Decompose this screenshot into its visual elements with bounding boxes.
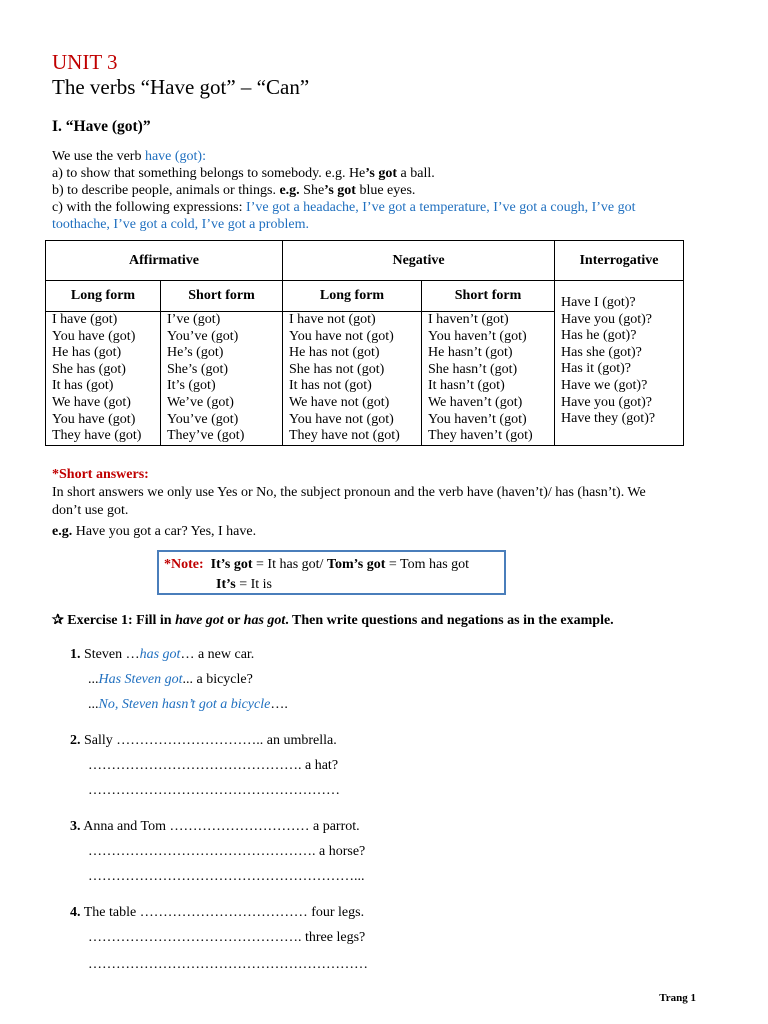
- q1-l1-post: … a new car.: [180, 647, 255, 662]
- neg-short-row: We haven’t (got): [428, 394, 523, 410]
- exercise-title-b: have got: [175, 613, 224, 628]
- q4-line2: ………………………………………. three legs?: [88, 930, 366, 945]
- rule-c-expressions-2: toothache, I’ve got a cold, I’ve got a problem.: [52, 217, 309, 232]
- aff-short-row: I’ve (got): [167, 312, 221, 327]
- neg-short-row: You haven’t (got): [428, 328, 527, 344]
- q1-l1-pre: Steven …: [80, 647, 140, 662]
- exercise-title-a: Exercise 1: Fill in: [63, 613, 176, 628]
- aff-long-row: It has (got): [52, 378, 114, 394]
- intro-prefix: We use the verb: [52, 149, 145, 164]
- note-line-2: [216, 577, 272, 593]
- aff-short-row: We’ve (got): [167, 394, 234, 410]
- aff-long-cell: [46, 312, 161, 446]
- short-answers-example: [52, 523, 256, 540]
- aff-long-row: I have (got): [52, 312, 118, 327]
- rule-a: [52, 165, 435, 182]
- interrog-row: Has she (got)?: [561, 344, 642, 360]
- interrog-row: Have you (got)?: [561, 394, 652, 410]
- aff-short-row: He’s (got): [167, 345, 224, 361]
- neg-short-row: It hasn’t (got): [428, 378, 505, 394]
- note-l2-end: = It is: [235, 577, 272, 592]
- have-got-table: [45, 240, 684, 446]
- page-title: The verbs “Have got” – “Can”: [52, 75, 310, 99]
- note-l2-bold: It’s: [216, 577, 236, 592]
- header-negative: Negative: [283, 241, 555, 281]
- q1-line1: [70, 647, 254, 663]
- q1-l3-pre: ...: [88, 697, 99, 712]
- exercise-title-e: . Then write questions and negations as in the example.: [285, 613, 614, 628]
- rule-b-prefix: b) to describe people, animals or things.: [52, 183, 280, 198]
- intro-verb: have (got):: [144, 149, 206, 164]
- note-bold-2: Tom’s got: [326, 557, 386, 572]
- rule-b-mid: She: [299, 183, 325, 198]
- neg-long-row: It has not (got): [289, 378, 372, 394]
- q1-l3-answer: No, Steven hasn’t got a bicycle: [98, 697, 271, 712]
- interrog-row: Have we (got)?: [561, 377, 648, 393]
- aff-short-row: She’s (got): [167, 361, 229, 377]
- neg-long-row: I have not (got): [289, 312, 376, 327]
- rule-b: [52, 182, 415, 199]
- page-number: Trang 1: [659, 992, 696, 1004]
- neg-short-cell: [422, 312, 555, 446]
- short-answers-line1: In short answers we only use Yes or No, the subject pronoun and the verb have (haven’t)/ has (hasn’t). We: [52, 485, 646, 500]
- neg-short-row: She hasn’t (got): [428, 361, 518, 377]
- interrog-row: Have they (got)?: [561, 411, 656, 427]
- q3-line1: [70, 819, 360, 835]
- unit-label: UNIT 3: [52, 50, 118, 74]
- header-affirmative: Affirmative: [46, 241, 283, 281]
- aff-long-row: He has (got): [52, 345, 122, 361]
- interrog-row: Has he (got)?: [561, 328, 637, 344]
- subheader-aff-long: Long form: [46, 281, 161, 312]
- aff-short-row: They’ve (got): [167, 428, 245, 444]
- q1-l2-answer: Has Steven got: [98, 672, 183, 687]
- rule-a-bold: ’s got: [365, 166, 398, 181]
- q3-line3: …………………………………………………...: [88, 869, 365, 884]
- q4-number: 4.: [70, 905, 81, 920]
- interrogative-cell: [555, 281, 684, 446]
- q1-line2: [88, 672, 253, 688]
- q1-l2-pre: ...: [88, 672, 99, 687]
- section-heading: I. “Have (got)”: [52, 118, 151, 135]
- neg-short-row: They haven’t (got): [428, 428, 533, 444]
- rule-a-suffix: a ball.: [397, 166, 435, 181]
- rule-c: [52, 199, 636, 216]
- neg-long-row: He has not (got): [289, 345, 380, 361]
- subheader-aff-short: Short form: [161, 281, 283, 312]
- exercise-title-c: or: [223, 613, 244, 628]
- interrog-row: Has it (got)?: [561, 361, 631, 377]
- q2-l1: Sally ………………………….. an umbrella.: [80, 733, 337, 748]
- exercise-title-d: has got: [243, 613, 286, 628]
- q1-l1-answer: has got: [139, 647, 181, 662]
- rule-b-suffix: blue eyes.: [355, 183, 416, 198]
- q4-line3: ……………………………………………………: [88, 957, 368, 972]
- aff-short-row: You’ve (got): [167, 411, 239, 427]
- note-label: *Note:: [164, 557, 204, 572]
- aff-short-cell: [161, 312, 283, 446]
- q3-l1: Anna and Tom ………………………… a parrot.: [80, 819, 360, 834]
- aff-long-row: You have (got): [52, 411, 136, 427]
- q1-l3-post: ….: [270, 697, 288, 712]
- neg-short-row: He hasn’t (got): [428, 345, 513, 361]
- note-line-1: [164, 557, 469, 573]
- neg-long-row: You have not (got): [289, 328, 394, 344]
- neg-short-row: I haven’t (got): [428, 312, 509, 327]
- q1-l2-post: ... a bicycle?: [182, 672, 253, 687]
- subheader-neg-short: Short form: [422, 281, 555, 312]
- header-interrogative: Interrogative: [555, 241, 684, 281]
- note-mid: = It has got/: [252, 557, 327, 572]
- short-answers-heading: *Short answers:: [52, 467, 149, 482]
- rule-c-expressions-1: I’ve got a headache, I’ve got a temperature, I’ve got a cough, I’ve got: [246, 200, 636, 215]
- note-box: [157, 550, 506, 595]
- aff-long-row: They have (got): [52, 428, 142, 444]
- neg-long-cell: [283, 312, 422, 446]
- note-bold-1: It’s got: [210, 557, 253, 572]
- neg-long-row: They have not (got): [289, 428, 400, 444]
- neg-short-row: You haven’t (got): [428, 411, 527, 427]
- interrog-row: Have you (got)?: [561, 311, 652, 327]
- q3-number: 3.: [70, 819, 81, 834]
- short-answers-line2: don’t use got.: [52, 503, 129, 518]
- neg-long-row: She has not (got): [289, 361, 385, 377]
- interrog-row: Have I (got)?: [561, 295, 636, 310]
- neg-long-row: We have not (got): [289, 394, 390, 410]
- aff-long-row: You have (got): [52, 328, 136, 344]
- eg-text: Have you got a car? Yes, I have.: [72, 524, 257, 539]
- q2-line1: [70, 733, 337, 749]
- aff-long-row: We have (got): [52, 394, 131, 410]
- star-icon: ✰: [52, 613, 64, 628]
- subheader-neg-long: Long form: [283, 281, 422, 312]
- q3-line2: …………………………………………. a horse?: [88, 844, 366, 859]
- rule-a-prefix: a) to show that something belongs to somebody. e.g. He: [52, 166, 366, 181]
- q1-line3: [88, 697, 288, 713]
- eg-label: e.g.: [52, 524, 73, 539]
- q2-number: 2.: [70, 733, 81, 748]
- rule-c-prefix: c) with the following expressions:: [52, 200, 247, 215]
- aff-short-row: You’ve (got): [167, 328, 239, 344]
- q1-number: 1.: [70, 647, 81, 662]
- q2-line2: ………………………………………. a hat?: [88, 758, 339, 773]
- rule-b-bold: ’s got: [324, 183, 356, 198]
- rule-b-eg: e.g.: [279, 183, 300, 198]
- q2-line3: ………………………………………………: [88, 783, 340, 798]
- aff-long-row: She has (got): [52, 361, 126, 377]
- note-end: = Tom has got: [385, 557, 470, 572]
- aff-short-row: It’s (got): [167, 378, 216, 394]
- neg-long-row: You have not (got): [289, 411, 394, 427]
- intro-line: [52, 148, 206, 165]
- exercise-title: [52, 612, 614, 629]
- q4-line1: [70, 905, 364, 921]
- q4-l1: The table ……………………………… four legs.: [80, 905, 365, 920]
